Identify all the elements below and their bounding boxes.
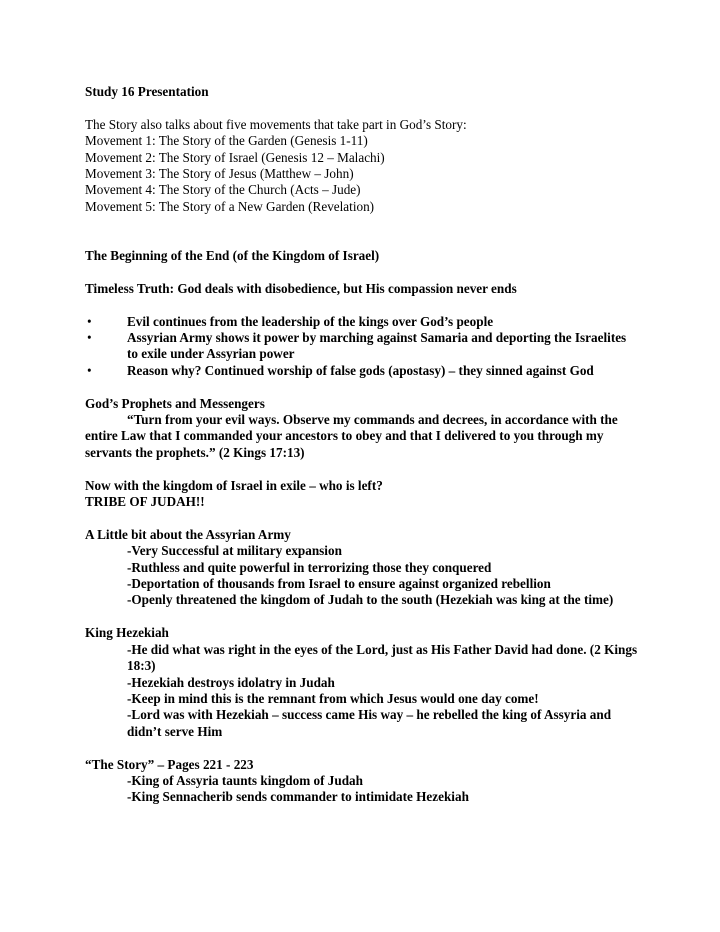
bullet-item (85, 363, 640, 379)
prophets-quote: “Turn from your evil ways. Observe my commands and decrees, in accordance with the entire Law that I commanded your ancestors to obey and that I delivered to you through my servants the prophets.” (2 Kings 17:13) (85, 412, 618, 460)
bullet-item (85, 314, 640, 330)
bullet-item (85, 330, 640, 363)
bullet-icon: • (87, 330, 92, 346)
bullet-icon: • (87, 362, 92, 378)
assyrian-army-point: -Ruthless and quite powerful in terrorizing those they conquered (127, 559, 492, 575)
timeless-truth: Timeless Truth: God deals with disobedience, but His compassion never ends (85, 280, 517, 296)
the-story-point: -King Sennacherib sends commander to intimidate Hezekiah (127, 789, 469, 805)
movement-line: Movement 5: The Story of a New Garden (Revelation) (85, 198, 375, 214)
bullet-list (85, 314, 640, 380)
movement-line: Movement 4: The Story of the Church (Acts – Jude) (85, 182, 361, 198)
movement-line: Movement 1: The Story of the Garden (Genesis 1-11) (85, 133, 368, 149)
movement-line: Movement 3: The Story of Jesus (Matthew – John) (85, 166, 354, 182)
movement-line: Movement 2: The Story of Israel (Genesis 12 – Malachi) (85, 149, 385, 165)
assyrian-army-heading: A Little bit about the Assyrian Army (85, 526, 291, 542)
the-story-point: -King of Assyria taunts kingdom of Judah (127, 772, 363, 788)
hezekiah-section (85, 625, 640, 740)
hezekiah-point: -Hezekiah destroys idolatry in Judah (127, 674, 335, 690)
bullet-text: Evil continues from the leadership of the kings over God’s people (127, 313, 494, 329)
assyrian-army-point: -Very Successful at military expansion (127, 543, 342, 559)
prophets-heading: God’s Prophets and Messengers (85, 395, 265, 411)
hezekiah-point: -He did what was right in the eyes of the Lord, just as His Father David had done. (2 Kings 18:3) (127, 641, 638, 674)
prophets-section (85, 396, 640, 462)
exile-question: Now with the kingdom of Israel in exile – who is left? (85, 477, 383, 493)
hezekiah-point: -Keep in mind this is the remnant from which Jesus would one day come! (127, 690, 539, 706)
the-story-heading: “The Story” – Pages 221 - 223 (85, 756, 254, 772)
exile-section (85, 478, 640, 511)
bullet-icon: • (87, 313, 92, 329)
movements-lead: The Story also talks about five movements that take part in God’s Story: (85, 116, 467, 132)
bullet-text: Assyrian Army shows it power by marching against Samaria and deporting the Israelites to exile under Assyrian power (127, 330, 627, 362)
hezekiah-point: -Lord was with Hezekiah – success came His way – he rebelled the king of Assyria and didn’t serve Him (127, 707, 612, 739)
exile-answer: TRIBE OF JUDAH!! (85, 494, 205, 510)
the-story-section (85, 757, 640, 806)
assyrian-army-point: -Openly threatened the kingdom of Judah to the south (Hezekiah was king at the time) (127, 592, 614, 608)
movements-intro (85, 117, 640, 215)
hezekiah-heading: King Hezekiah (85, 625, 169, 641)
document-title: Study 16 Presentation (85, 84, 209, 99)
assyrian-army-section (85, 527, 640, 609)
section-heading: The Beginning of the End (of the Kingdom of Israel) (85, 248, 380, 264)
assyrian-army-point: -Deportation of thousands from Israel to ensure against organized rebellion (127, 576, 551, 592)
bullet-text: Reason why? Continued worship of false gods (apostasy) – they sinned against God (127, 362, 594, 378)
